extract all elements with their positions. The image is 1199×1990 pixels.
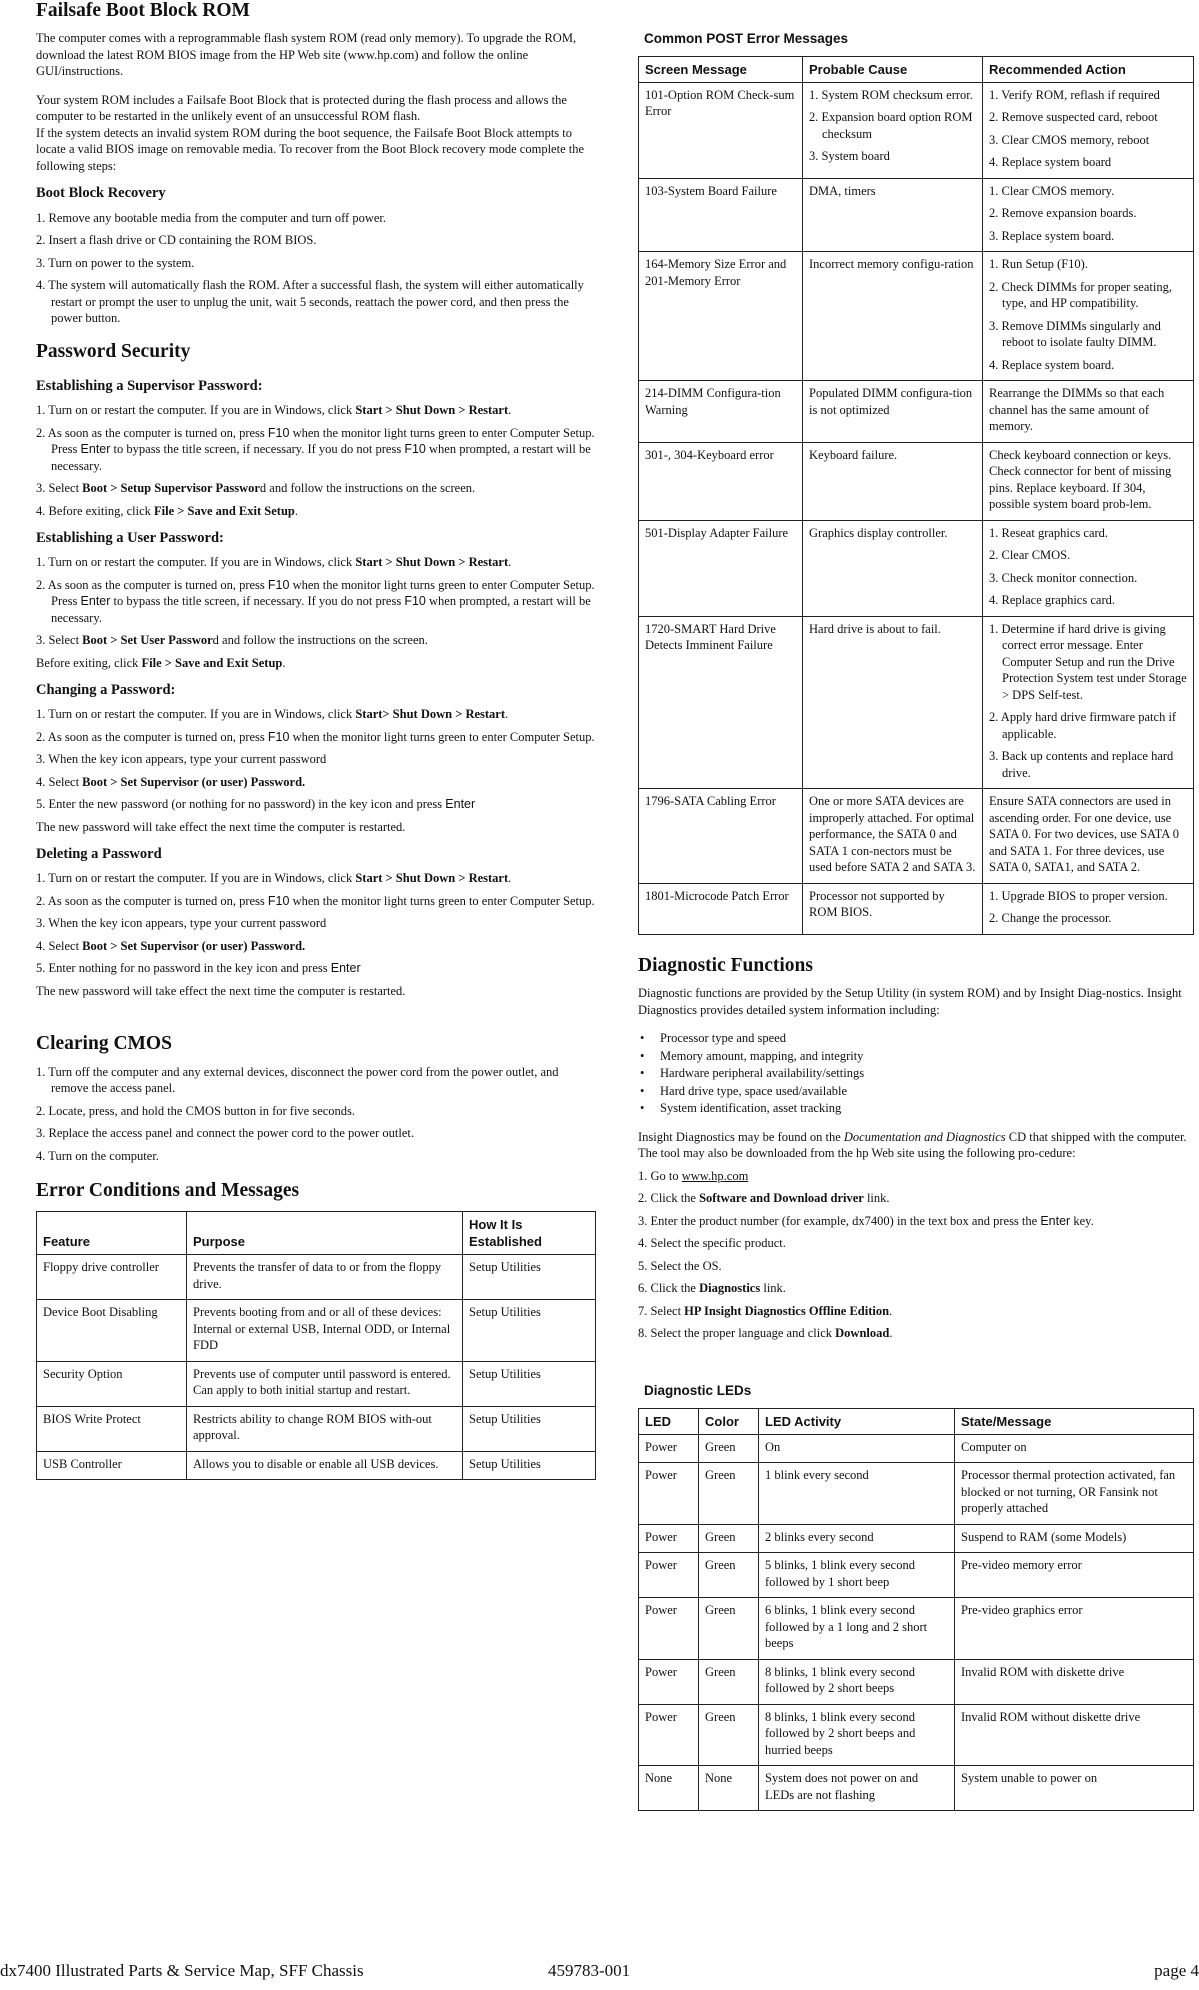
probable-cause-cell [803,82,983,178]
table-row [639,1598,1194,1660]
recommended-action-cell: Check keyboard connection or keys. Check connector for bent of missing pins. Replace keyboard. If 304, possible system board prob-lem. [983,442,1194,520]
step: 1. Remove any bootable media from the computer and turn off power. [36,210,387,225]
table-cell: Green [699,1598,759,1660]
table-row [37,1406,596,1451]
list-item: 3. Clear CMOS memory, reboot [989,132,1150,147]
table-row [639,616,1194,789]
list-item: 1. Determine if hard drive is giving correct error message. Enter Computer Setup and run the Drive Protection System test under Storage > DPS Self-test. [989,621,1187,702]
step: 5. Select the OS. [638,1258,722,1273]
key-f10: F10 [404,594,426,609]
screen-message-cell: 1801-Microcode Patch Error [639,883,803,934]
step: 1. Turn on or restart the computer. If you are in Windows, click Start > Shut Down > Restart. [36,871,512,886]
list-item: 4. Replace graphics card. [989,593,1115,608]
table-cell: Power [639,1524,699,1553]
table-cell: Green [699,1524,759,1553]
table-row [639,252,1194,381]
table-row [639,178,1194,252]
table-cell: Setup Utilities [463,1451,596,1480]
table-cell: Power [639,1598,699,1660]
list-item: 2. Expansion board option ROM checksum [809,110,973,141]
step: 2. Click the Software and Download driver link. [638,1191,890,1206]
table-row [639,1704,1194,1766]
screen-message-cell: 501-Display Adapter Failure [639,520,803,616]
clearing-cmos-title: Clearing CMOS [36,1033,172,1055]
table-row [639,789,1194,884]
list-item: 1. Reseat graphics card. [989,525,1109,540]
user-password-title: Establishing a User Password: [36,530,224,547]
key-f10: F10 [267,729,290,744]
column-header: Probable Cause [803,56,983,82]
boot-block-steps [36,210,596,327]
table-cell: Setup Utilities [463,1361,596,1406]
step: 1. Turn off the computer and any external devices, disconnect the power cord from the power outlet, and remove the access panel. [36,1064,559,1096]
table-cell: Pre-video memory error [955,1553,1194,1598]
column-header: Color [699,1408,759,1434]
probable-cause-cell: Graphics display controller. [803,520,983,616]
step: 2. As soon as the computer is turned on, press F10 when the monitor light turns green to enter Computer Setup. [36,729,595,744]
list-item: 3. Remove DIMMs singularly and reboot to isolate faulty DIMM. [989,318,1161,350]
failsafe-paragraph: Your system ROM includes a Failsafe Boot Block that is protected during the flash process and allows the computer to be restarted in the unlikely event of an unsuccessful ROM flash. [36,92,567,124]
diagnostic-functions-section [638,955,1194,1342]
screen-message-cell: 214-DIMM Configura-tion Warning [639,381,803,443]
table-cell: None [639,1766,699,1811]
cmos-steps [36,1064,596,1165]
password-section [36,341,596,1000]
post-errors-caption: Common POST Error Messages [644,31,849,46]
table-cell: On [759,1434,955,1463]
table-header-row [639,56,1194,82]
recommended-action-cell [983,520,1194,616]
hp-website-link[interactable]: www.hp.com [681,1168,749,1183]
table-cell: 8 blinks, 1 blink every second followed by 2 short beeps and hurried beeps [759,1704,955,1766]
list-item: • System identification, asset tracking [638,1100,1194,1117]
table-cell: Computer on [955,1434,1194,1463]
table-cell: Setup Utilities [463,1255,596,1300]
table-cell: Allows you to disable or enable all USB devices. [187,1451,463,1480]
footer-document-title: dx7400 Illustrated Parts & Service Map, SFF Chassis [0,1961,364,1980]
table-cell: Setup Utilities [463,1406,596,1451]
boot-block-recovery-title: Boot Block Recovery [36,185,166,202]
diagnostic-leds-caption: Diagnostic LEDs [644,1382,752,1398]
table-row [37,1451,596,1480]
table-cell: Green [699,1659,759,1704]
supervisor-steps [36,402,596,519]
table-cell: Device Boot Disabling [37,1300,187,1362]
list-item: • Hardware peripheral availability/settings [638,1065,1194,1082]
user-exit-note: Before exiting, click File > Save and Exit Setup. [36,655,286,670]
column-header: Purpose [187,1211,463,1254]
key-enter: Enter [80,594,111,609]
diagnostic-leds-section [638,1382,1194,1811]
list-item: 3. Back up contents and replace hard drive. [989,749,1174,780]
step: 2. As soon as the computer is turned on, press F10 when the monitor light turns green to enter Computer Setup. [36,893,595,908]
list-item: • Hard drive type, space used/available [638,1083,1194,1100]
diag-feature-list [638,1030,1194,1117]
failsafe-paragraph: The computer comes with a reprogrammable flash system ROM (read only memory). To upgrade the ROM, download the latest ROM BIOS image from the HP Web site (www.hp.com) and follow the online GUI/instructions. [36,31,577,79]
list-item: 1. Verify ROM, reflash if required [989,87,1160,102]
table-cell: Pre-video graphics error [955,1598,1194,1660]
table-cell: Processor thermal protection activated, fan blocked or not turning, OR Fansink not properly attached [955,1463,1194,1525]
table-row [37,1361,596,1406]
list-item: 3. System board [809,149,890,164]
table-row [37,1300,596,1362]
probable-cause-cell: Keyboard failure. [803,442,983,520]
column-header: LED [639,1408,699,1434]
recommended-action-cell [983,616,1194,789]
screen-message-cell: 301-, 304-Keyboard error [639,442,803,520]
table-header-row [639,1408,1194,1434]
key-f10: F10 [267,893,290,908]
step: 5. Enter the new password (or nothing for no password) in the key icon and press Enter [36,797,476,812]
column-header: Screen Message [639,56,803,82]
table-row [639,1553,1194,1598]
probable-cause-cell: Populated DIMM configura-tion is not optimized [803,381,983,443]
step: 7. Select HP Insight Diagnostics Offline Edition. [638,1303,893,1318]
key-enter: Enter [80,442,111,457]
failsafe-title: Failsafe Boot Block ROM [36,0,250,21]
table-row [639,520,1194,616]
screen-message-cell: 101-Option ROM Check-sum Error [639,82,803,178]
error-conditions-section [36,1180,596,1480]
table-cell: BIOS Write Protect [37,1406,187,1451]
step: 1. Turn on or restart the computer. If you are in Windows, click Start > Shut Down > Restart. [36,403,512,418]
probable-cause-cell: Hard drive is about to fail. [803,616,983,789]
user-steps [36,554,596,649]
table-cell: System unable to power on [955,1766,1194,1811]
list-item: 1. Run Setup (F10). [989,257,1088,272]
list-item: 4. Replace system board [989,155,1112,170]
list-item: • Processor type and speed [638,1030,1194,1047]
supervisor-password-title: Establishing a Supervisor Password: [36,377,263,394]
error-conditions-table [36,1211,596,1480]
step: 1. Go to www.hp.com [638,1168,749,1183]
diag-steps [638,1168,1194,1342]
step: 3. Replace the access panel and connect the power cord to the power outlet. [36,1126,414,1141]
step: 5. Enter nothing for no password in the key icon and press Enter [36,961,361,976]
key-f10: F10 [404,442,426,457]
key-enter: Enter [330,961,361,976]
step: 6. Click the Diagnostics link. [638,1281,786,1296]
page-footer [0,1960,1199,1984]
step: 2. Insert a flash drive or CD containing the ROM BIOS. [36,233,317,248]
step: 1. Turn on or restart the computer. If you are in Windows, click Start > Shut Down > Restart. [36,555,512,570]
table-row [639,381,1194,443]
recommended-action-cell: Ensure SATA connectors are used in ascending order. For one device, use SATA 0. For two devices, use SATA 0 and SATA 1. For three devices, use SATA 0, SATA1, and SATA 2. [983,789,1194,884]
table-header-row [37,1211,596,1254]
table-cell: Power [639,1463,699,1525]
change-note: The new password will take effect the next time the computer is restarted. [36,819,406,834]
delete-password-title: Deleting a Password [36,846,162,863]
table-cell: 1 blink every second [759,1463,955,1525]
probable-cause-cell: Incorrect memory configu-ration [803,252,983,381]
table-cell: Power [639,1704,699,1766]
table-cell: 5 blinks, 1 blink every second followed by 1 short beep [759,1553,955,1598]
table-cell: Power [639,1553,699,1598]
screen-message-cell: 103-System Board Failure [639,178,803,252]
list-item: 2. Remove expansion boards. [989,206,1137,221]
table-cell: Prevents use of computer until password is entered. Can apply to both initial startup and restart. [187,1361,463,1406]
footer-page-number: page 4 [1154,1961,1199,1980]
step: 3. When the key icon appears, type your current password [36,752,327,767]
right-column [638,30,1194,1811]
table-cell: 6 blinks, 1 blink every second followed by a 1 long and 2 short beeps [759,1598,955,1660]
failsafe-paragraph: If the system detects an invalid system ROM during the boot sequence, the Failsafe Boot Block attempts to locate a valid BIOS image on removable media. To recover from the Boot Block recovery mode complete the following steps: [36,125,585,173]
delete-note: The new password will take effect the next time the computer is restarted. [36,983,406,998]
recommended-action-cell: Rearrange the DIMMs so that each channel has the same amount of memory. [983,381,1194,443]
step: 1. Turn on or restart the computer. If you are in Windows, click Start> Shut Down > Restart. [36,707,509,722]
delete-steps [36,870,596,977]
table-row [639,883,1194,934]
table-cell: 2 blinks every second [759,1524,955,1553]
key-enter: Enter [445,797,476,812]
recommended-action-cell [983,252,1194,381]
post-errors-table [638,56,1194,935]
list-item: 2. Clear CMOS. [989,548,1071,563]
table-row [639,82,1194,178]
column-header: LED Activity [759,1408,955,1434]
table-cell: Power [639,1659,699,1704]
step: 4. Select Boot > Set Supervisor (or user) Password. [36,938,306,953]
table-cell: Suspend to RAM (some Models) [955,1524,1194,1553]
diag-intro: Diagnostic functions are provided by the Setup Utility (in system ROM) and by Insight Diag-nostics. Insight Diagnostics provides detailed system information including: [638,986,1182,1017]
table-cell: Floppy drive controller [37,1255,187,1300]
table-cell: Green [699,1704,759,1766]
step: 2. As soon as the computer is turned on, press F10 when the monitor light turns green to enter Computer Setup. Press Enter to bypass the title screen, if necessary. If you do not press F10 when prompted, a restart will be necessary. [36,425,595,473]
recommended-action-cell [983,883,1194,934]
table-row [639,1434,1194,1463]
list-item: 1. Upgrade BIOS to proper version. [989,888,1168,903]
probable-cause-cell: DMA, timers [803,178,983,252]
step: 3. When the key icon appears, type your current password [36,916,327,931]
key-f10: F10 [267,425,290,440]
screen-message-cell: 1720-SMART Hard Drive Detects Imminent Failure [639,616,803,789]
table-cell: Green [699,1553,759,1598]
list-item: 3. Check monitor connection. [989,570,1138,585]
step: 3. Turn on power to the system. [36,255,195,270]
table-cell: Green [699,1434,759,1463]
step: 3. Select Boot > Set User Password and follow the instructions on the screen. [36,633,428,648]
change-steps [36,706,596,813]
column-header: Recommended Action [983,56,1194,82]
column-header: How It Is Established [463,1211,596,1254]
list-item: 2. Check DIMMs for proper seating, type, and HP compatibility. [989,279,1172,311]
table-cell: Power [639,1434,699,1463]
step: 4. Select Boot > Set Supervisor (or user) Password. [36,774,306,789]
step: 4. The system will automatically flash the ROM. After a successful flash, the system will either automatically restart or prompt the user to unplug the unit, wait 5 seconds, reattach the power cord, and then press the power button. [36,278,584,326]
table-row [639,1659,1194,1704]
list-item: 2. Apply hard drive firmware patch if applicable. [989,710,1177,741]
list-item: • Memory amount, mapping, and integrity [638,1048,1194,1065]
probable-cause-cell: Processor not supported by ROM BIOS. [803,883,983,934]
step: 4. Before exiting, click File > Save and Exit Setup. [36,503,298,518]
screen-message-cell: 1796-SATA Cabling Error [639,789,803,884]
step: 4. Select the specific product. [638,1236,786,1251]
failsafe-section [36,0,596,327]
screen-message-cell: 164-Memory Size Error and 201-Memory Error [639,252,803,381]
list-item: 2. Change the processor. [989,911,1112,926]
table-row [639,1463,1194,1525]
key-enter: Enter [1040,1213,1071,1228]
step: 8. Select the proper language and click Download. [638,1326,893,1341]
recommended-action-cell [983,82,1194,178]
diagnostic-functions-title: Diagnostic Functions [638,954,813,976]
left-column [36,0,596,1480]
list-item: 4. Replace system board. [989,357,1115,372]
step: 2. Locate, press, and hold the CMOS button in for five seconds. [36,1103,356,1118]
diagnostic-leds-table [638,1408,1194,1812]
probable-cause-cell: One or more SATA devices are improperly attached. For optimal performance, the SATA 0 and SATA 1 con-nectors must be used before SATA 2 and SATA 3. [803,789,983,884]
table-row [639,442,1194,520]
post-errors-section [638,30,1194,935]
change-password-title: Changing a Password: [36,682,176,699]
list-item: 1. System ROM checksum error. [809,87,973,102]
step: 4. Turn on the computer. [36,1148,159,1163]
table-cell: Green [699,1463,759,1525]
column-header: Feature [37,1211,187,1254]
table-cell: Invalid ROM without diskette drive [955,1704,1194,1766]
table-cell: Security Option [37,1361,187,1406]
table-cell: Prevents the transfer of data to or from the floppy drive. [187,1255,463,1300]
table-cell: USB Controller [37,1451,187,1480]
list-item: 1. Clear CMOS memory. [989,183,1115,198]
step: 3. Select Boot > Setup Supervisor Password and follow the instructions on the screen. [36,481,476,496]
error-conditions-title: Error Conditions and Messages [36,1180,300,1202]
diag-paragraph: Insight Diagnostics may be found on the Documentation and Diagnostics CD that shipped with the computer. The tool may also be downloaded from the hp Web site using the following pro-cedure: [638,1129,1187,1161]
table-cell: Restricts ability to change ROM BIOS with-out approval. [187,1406,463,1451]
cmos-section [36,1033,596,1164]
table-cell: System does not power on and LEDs are not flashing [759,1766,955,1811]
table-cell: Setup Utilities [463,1300,596,1362]
recommended-action-cell [983,178,1194,252]
table-row [639,1766,1194,1811]
key-f10: F10 [267,577,290,592]
list-item: 2. Remove suspected card, reboot [989,110,1158,125]
table-row [37,1255,596,1300]
table-row [639,1524,1194,1553]
list-item: 3. Replace system board. [989,228,1115,243]
table-cell: 8 blinks, 1 blink every second followed by 2 short beeps [759,1659,955,1704]
password-security-title: Password Security [36,340,191,362]
step: 2. As soon as the computer is turned on, press F10 when the monitor light turns green to enter Computer Setup. Press Enter to bypass the title screen, if necessary. If you do not press F10 when prompted, a restart will be necessary. [36,577,595,625]
step: 3. Enter the product number (for example, dx7400) in the text box and press the Enter key. [638,1213,1094,1228]
table-cell: Invalid ROM with diskette drive [955,1659,1194,1704]
table-cell: None [699,1766,759,1811]
table-cell: Prevents booting from and or all of these devices: Internal or external USB, Internal ODD, or Internal FDD [187,1300,463,1362]
column-header: State/Message [955,1408,1194,1434]
footer-part-number: 459783-001 [548,1961,631,1980]
